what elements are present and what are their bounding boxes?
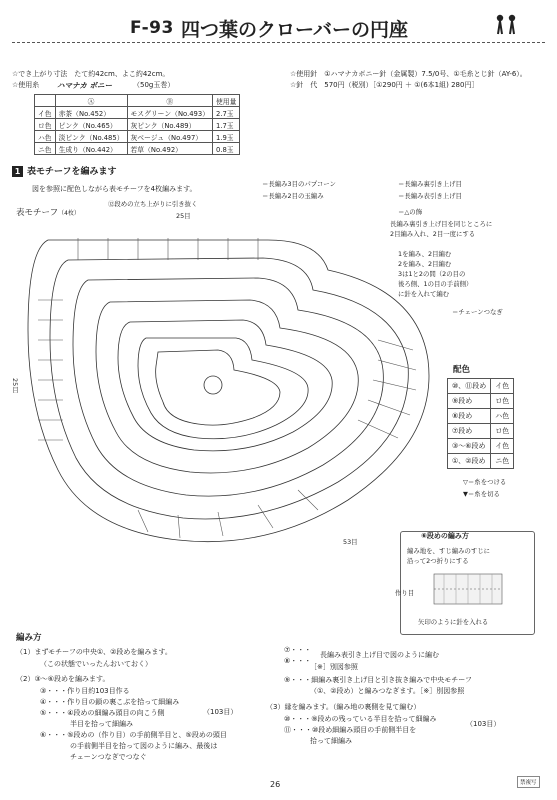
method-step10: ⑩・・・⑨段めの残っている半目を拾って細編み <box>284 715 437 723</box>
legend-back-post: ＝長編み裏引き上げ目 <box>398 180 462 188</box>
method-step1-note: （この状態でいったんおいておく） <box>40 660 152 668</box>
method-title: 編み方 <box>16 633 42 643</box>
ring-3 <box>73 278 383 496</box>
outer-ring <box>28 240 429 542</box>
ring-5 <box>118 320 332 451</box>
method-step7: ⑦・・・ <box>284 646 312 654</box>
yarn-brand: ハマナカ ボニー <box>57 81 112 90</box>
legend-deco: ＝△の飾 <box>398 208 423 216</box>
cut-yarn-note: ▼＝糸を切る <box>463 490 500 498</box>
legend-popcorn: ＝長編み3目のパプコーン <box>262 180 336 188</box>
inset-arrow-note: 矢印のように針を入れる <box>418 618 489 626</box>
price-line: ☆針 代 570円（税別）［①290円 ＋ ①(6本1組) 280円］ <box>290 81 479 89</box>
ring-6 <box>138 338 308 439</box>
center-ring <box>204 376 222 394</box>
header-divider <box>12 42 545 43</box>
method-step11b: 拾って細編み <box>310 737 352 745</box>
count-25-side: 25目 <box>11 378 19 393</box>
attach-yarn-note: ▽＝糸をつける <box>463 478 507 486</box>
ring-4 <box>96 300 358 473</box>
yarn-label: ☆使用糸 <box>12 81 40 89</box>
method-step2-3: ③・・・作り目約103目作る <box>40 687 130 695</box>
pattern-code: F-93 <box>130 18 174 38</box>
method-step7-8: 長編み表引き上げ目で図のように編む <box>320 651 439 659</box>
inset-line2: 沿って2つ折りにする <box>407 557 469 565</box>
method-step3: （3）縁を編みます。（編み地の裏側を見て編む） <box>266 703 421 711</box>
inset-start-label: 作り目 <box>395 589 415 597</box>
copy-stamp: 禁複写 <box>517 776 540 788</box>
inset-line1: 編み地を、すじ編みのすじに <box>407 547 491 555</box>
method-step2-6c: チェーンつなぎでつなぐ <box>70 753 147 761</box>
ring-2 <box>50 258 408 519</box>
clover-logo-icon <box>492 12 522 38</box>
section-desc: 図を参照に配色しながら表モチーフを4枚編みます。 <box>32 185 197 193</box>
method-step2-4: ④・・・作り目の鎖の裏こぶを拾って細編み <box>40 698 180 706</box>
legend-chain-join: ＝チェーンつなぎ <box>452 308 503 316</box>
rise-note: ⑫段めの立ち上がりに引き抜く <box>108 200 198 208</box>
color-table-title: 配色 <box>453 365 471 375</box>
count-53: 53目 <box>343 538 358 546</box>
needle-line: ☆使用針 ①ハマナカボニー針（金属製）7.5/0号、①毛糸とじ針（AY-6）。 <box>290 70 527 78</box>
method-step2: （2）③〜⑥段めを編みます。 <box>16 675 110 683</box>
method-step8: ⑧・・・ <box>284 657 312 665</box>
size-line: ☆でき上がり寸法 たて約42cm、よこ約42cm。 <box>12 70 170 78</box>
method-step2-count: （103目） <box>203 708 238 716</box>
method-step1: （1）まずモチーフの中央①、②段めを編みます。 <box>16 648 172 656</box>
legend-bobble: ＝長編み2目の玉編み <box>262 192 324 200</box>
color-table: ⑩、⑪段め イ色 ⑨段め ロ色 ⑧段め ハ色 ⑦段め ロ色 ③〜⑥段め イ色 ①、②段め ニ色 <box>447 378 514 469</box>
yarn-unit: （50g玉巻） <box>133 81 175 89</box>
inset-title: ⑥段めの編み方 <box>421 532 469 540</box>
method-step2-5: ⑤・・・④段めの細編み頭目の向こう側 <box>40 709 165 717</box>
section-heading: 1 表モチーフを編みます <box>12 164 117 177</box>
fold-diagram <box>430 570 510 608</box>
legend-cross: 1を編み、2目編む <box>398 250 452 258</box>
method-step7-8-ref: ［※］別図参照 <box>310 663 358 671</box>
method-step2-5b: 半目を拾って細編み <box>70 720 133 728</box>
count-25-top: 25目 <box>176 212 191 220</box>
method-step3-count: （103目） <box>466 720 501 728</box>
method-step11: ⑪・・・⑩段め細編み頭目の手前側半目を <box>284 726 417 734</box>
diagram-label: 表モチーフ（4枚） <box>16 208 80 218</box>
yarn-table: Ⓐ Ⓑ 使用量 イ色 赤茶（No.452） モスグリーン（No.493） 2.7玉 ロ色 ピンク（No.465） 灰ピンク（No.489） 1.7玉 ハ色 淡ピンク（No.485） 灰ベージュ（No.497） 1.9玉 ニ色 生成り（No.442） 若草（No.492） 0.8玉 <box>34 94 240 155</box>
method-step9b: （①、②段め）と編みつなぎます。［※］別図参照 <box>310 687 465 695</box>
center-motif <box>156 350 280 425</box>
page-title: 四つ葉のクローバーの円座 <box>181 19 409 41</box>
method-step9: ⑨・・・細編み裏引き上げ目と引き抜き編みで中央モチーフ <box>284 676 472 684</box>
crochet-chart <box>18 210 438 560</box>
method-step2-6b: の手前側半目を拾って図のように編み、最後は <box>70 742 218 750</box>
page-number: 26 <box>270 780 281 789</box>
method-step2-6: ⑥・・・⑤段めの（作り目）の手前側半目と、⑤段めの頭目 <box>40 731 227 739</box>
legend-front-post: ＝長編み表引き上げ目 <box>398 192 462 200</box>
